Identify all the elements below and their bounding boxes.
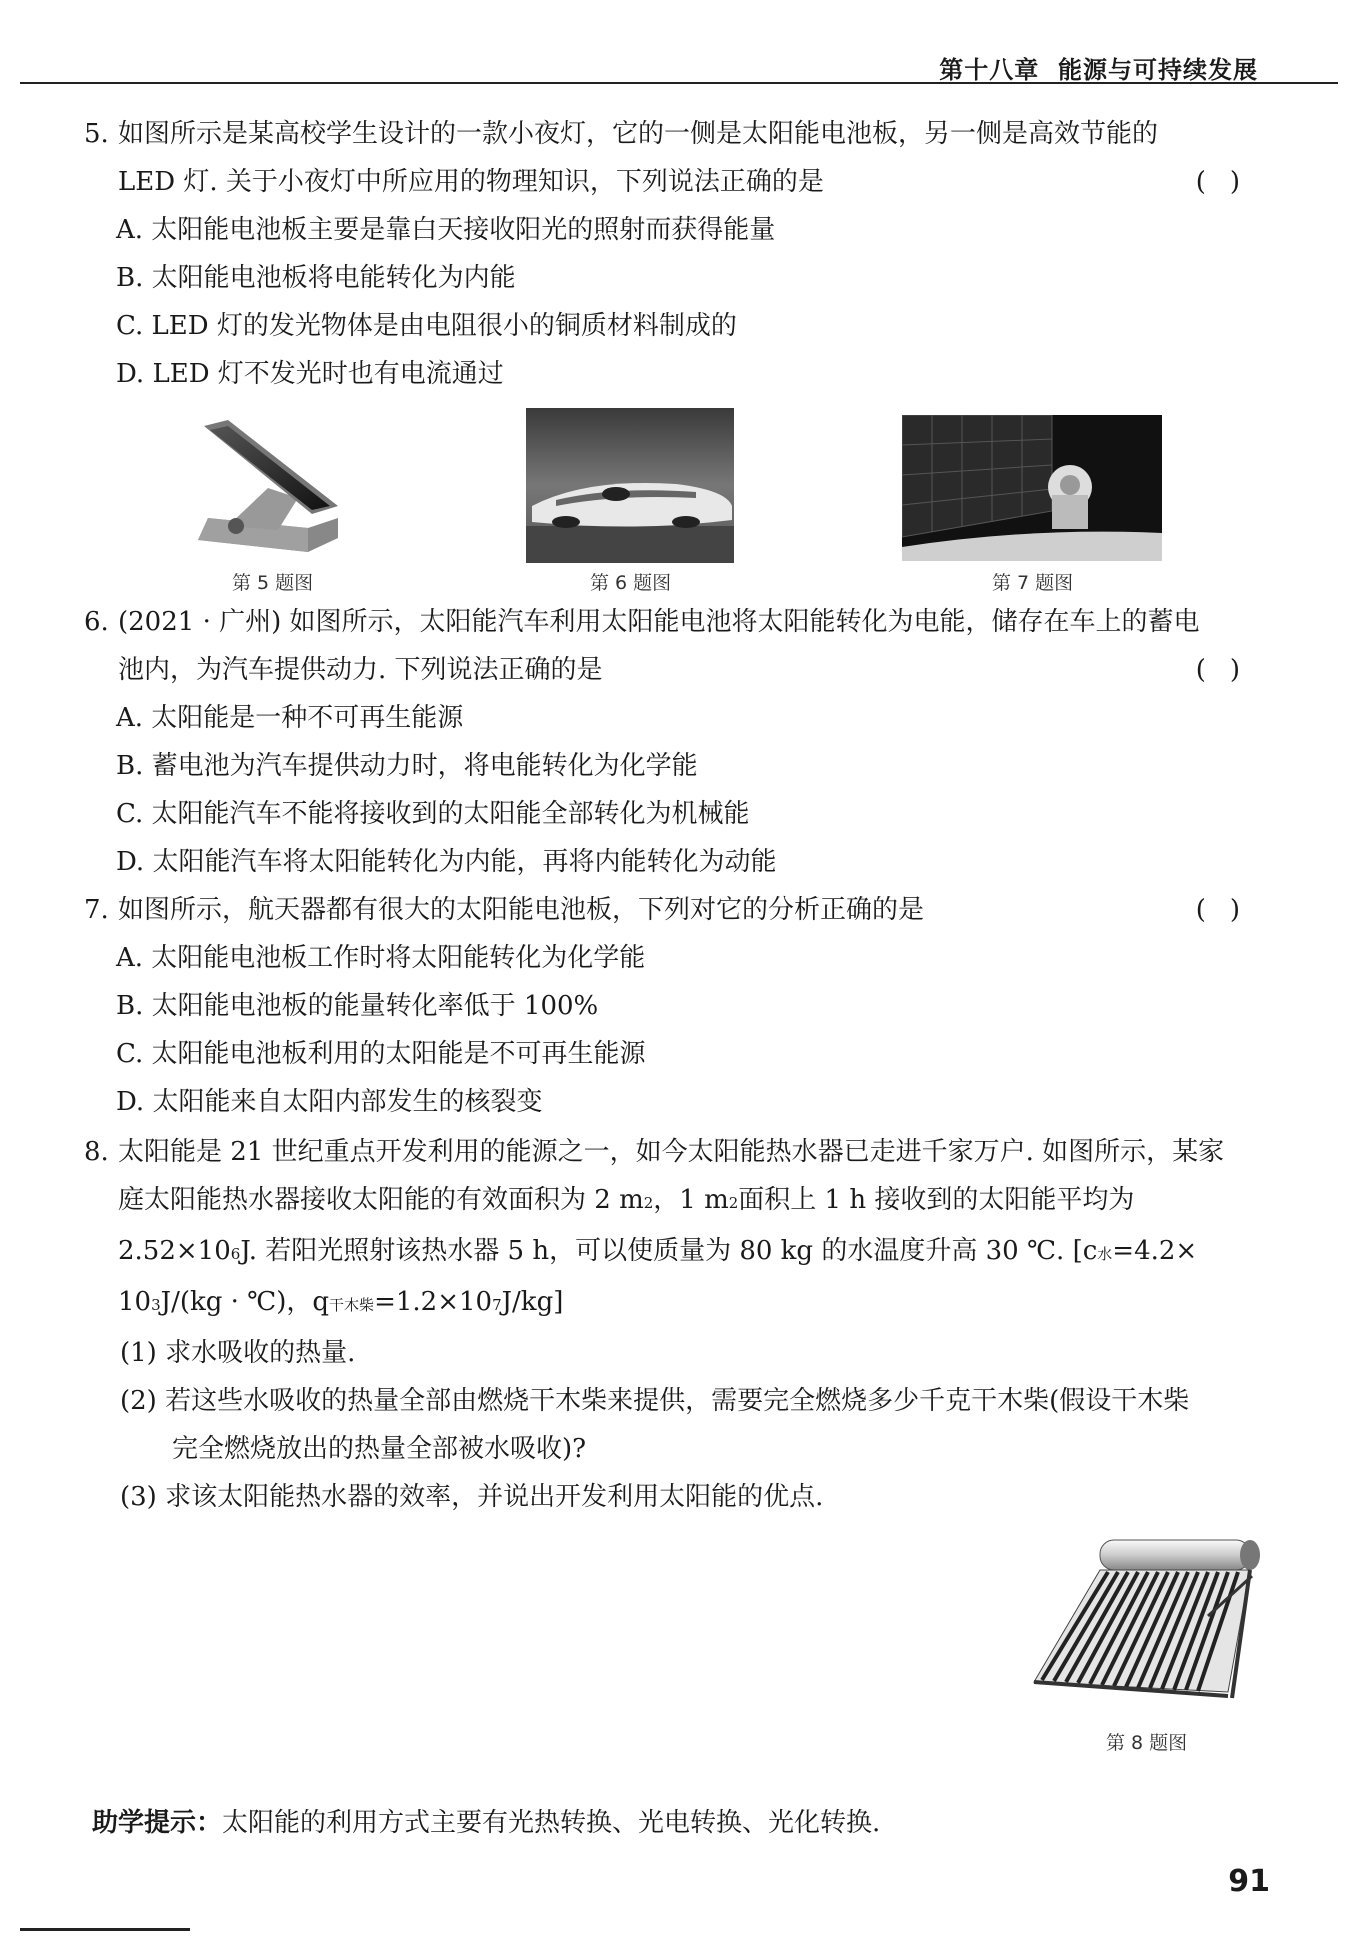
option-a: A. 太阳能是一种不可再生能源 [116, 703, 464, 733]
answer-bracket: () [1195, 655, 1264, 685]
solar-car-image [526, 408, 734, 563]
superscript: 6 [230, 1245, 241, 1263]
sub-question-2: (2) 若这些水吸收的热量全部由燃烧干木柴来提供，需要完全燃烧多少千克干木柴(假设干木柴 [120, 1386, 1190, 1416]
figure-7-caption: 第 7 题图 [992, 572, 1074, 594]
stem-text: =1.2×10 [374, 1287, 493, 1317]
chapter-name: 能源与可持续发展 [1058, 56, 1258, 84]
stem-text: 10 [118, 1287, 152, 1317]
answer-bracket: () [1195, 167, 1264, 197]
stem-text: J/kg] [501, 1287, 564, 1317]
option-d: D. 太阳能汽车将太阳能转化为内能，再将内能转化为动能 [116, 847, 777, 877]
question-7 [84, 886, 1264, 1126]
night-lamp-image [188, 418, 348, 556]
question-stem: 如图所示，航天器都有很大的太阳能电池板，下列对它的分析正确的是 [118, 895, 925, 925]
stem-text: 2.52×10 [118, 1236, 231, 1266]
option-d: D. 太阳能来自太阳内部发生的核裂变 [116, 1087, 543, 1117]
option-b: B. 太阳能电池板的能量转化率低于 100% [116, 991, 599, 1021]
option-c: C. LED 灯的发光物体是由电阻很小的铜质材料制成的 [116, 311, 737, 341]
stem-text: 面积上 1 h 接收到的太阳能平均为 [738, 1185, 1135, 1215]
footer-rule [20, 1928, 190, 1931]
stem-text: ，1 m [653, 1185, 729, 1215]
figure-8-caption: 第 8 题图 [1106, 1732, 1188, 1754]
stem-text: =4.2× [1112, 1236, 1198, 1266]
spacecraft-image [902, 415, 1162, 561]
question-number: 6. [84, 607, 109, 637]
question-stem: 太阳能是 21 世纪重点开发利用的能源之一，如今太阳能热水器已走进千家万户. 如图所示，某家 [118, 1137, 1225, 1167]
question-stem-cont [84, 1227, 1264, 1278]
question-number: 7. [84, 895, 109, 925]
question-5 [84, 110, 1264, 398]
question-stem-cont [84, 1176, 1264, 1227]
solar-water-heater-image [1028, 1536, 1266, 1706]
option-a: A. 太阳能电池板主要是靠白天接收阳光的照射而获得能量 [116, 215, 776, 245]
stem-text: J. 若阳光照射该热水器 5 h，可以使质量为 80 kg 的水温度升高 30 ℃. [c [240, 1236, 1098, 1266]
running-header [20, 46, 1338, 84]
option-b: B. 蓄电池为汽车提供动力时，将电能转化为化学能 [116, 751, 698, 781]
hint-label: 助学提示： [92, 1808, 223, 1838]
superscript: 3 [151, 1296, 161, 1314]
option-a: A. 太阳能电池板工作时将太阳能转化为化学能 [116, 943, 646, 973]
sub-question-1: (1) 求水吸收的热量. [120, 1338, 356, 1368]
subscript: 干木柴 [329, 1296, 375, 1314]
answer-bracket: () [1195, 895, 1264, 925]
question-8 [84, 1128, 1264, 1521]
superscript: 7 [492, 1296, 502, 1314]
sub-question-3: (3) 求该太阳能热水器的效率，并说出开发利用太阳能的优点. [120, 1482, 824, 1512]
question-stem-cont [84, 1278, 1264, 1329]
stem-text: 庭太阳能热水器接收太阳能的有效面积为 2 m [118, 1185, 644, 1215]
subscript: 水 [1097, 1245, 1113, 1263]
superscript: 2 [643, 1194, 654, 1212]
question-stem-cont: LED 灯. 关于小夜灯中所应用的物理知识，下列说法正确的是 [118, 167, 824, 197]
question-stem: 如图所示是某高校学生设计的一款小夜灯，它的一侧是太阳能电池板，另一侧是高效节能的 [118, 119, 1159, 149]
sub-question-2-cont: 完全燃烧放出的热量全部被水吸收)? [172, 1434, 587, 1464]
option-d: D. LED 灯不发光时也有电流通过 [116, 359, 504, 389]
question-number: 8. [84, 1137, 109, 1167]
question-stem-cont: 池内，为汽车提供动力. 下列说法正确的是 [118, 655, 603, 685]
question-6 [84, 598, 1264, 886]
chapter-title [939, 50, 1258, 85]
question-stem: (2021 · 广州) 如图所示，太阳能汽车利用太阳能电池将太阳能转化为电能，储存在车上的蓄电 [118, 607, 1200, 637]
option-b: B. 太阳能电池板将电能转化为内能 [116, 263, 516, 293]
stem-text: J/(kg · ℃)，q [160, 1287, 330, 1317]
study-hint [92, 1802, 880, 1839]
chapter-number: 第十八章 [939, 56, 1040, 84]
superscript: 2 [728, 1194, 739, 1212]
option-c: C. 太阳能汽车不能将接收到的太阳能全部转化为机械能 [116, 799, 750, 829]
page-number: 91 [1228, 1864, 1270, 1899]
option-c: C. 太阳能电池板利用的太阳能是不可再生能源 [116, 1039, 646, 1069]
question-number: 5. [84, 119, 109, 149]
hint-text: 太阳能的利用方式主要有光热转换、光电转换、光化转换. [222, 1808, 881, 1838]
figure-5-caption: 第 5 题图 [232, 572, 314, 594]
figure-6-caption: 第 6 题图 [590, 572, 672, 594]
